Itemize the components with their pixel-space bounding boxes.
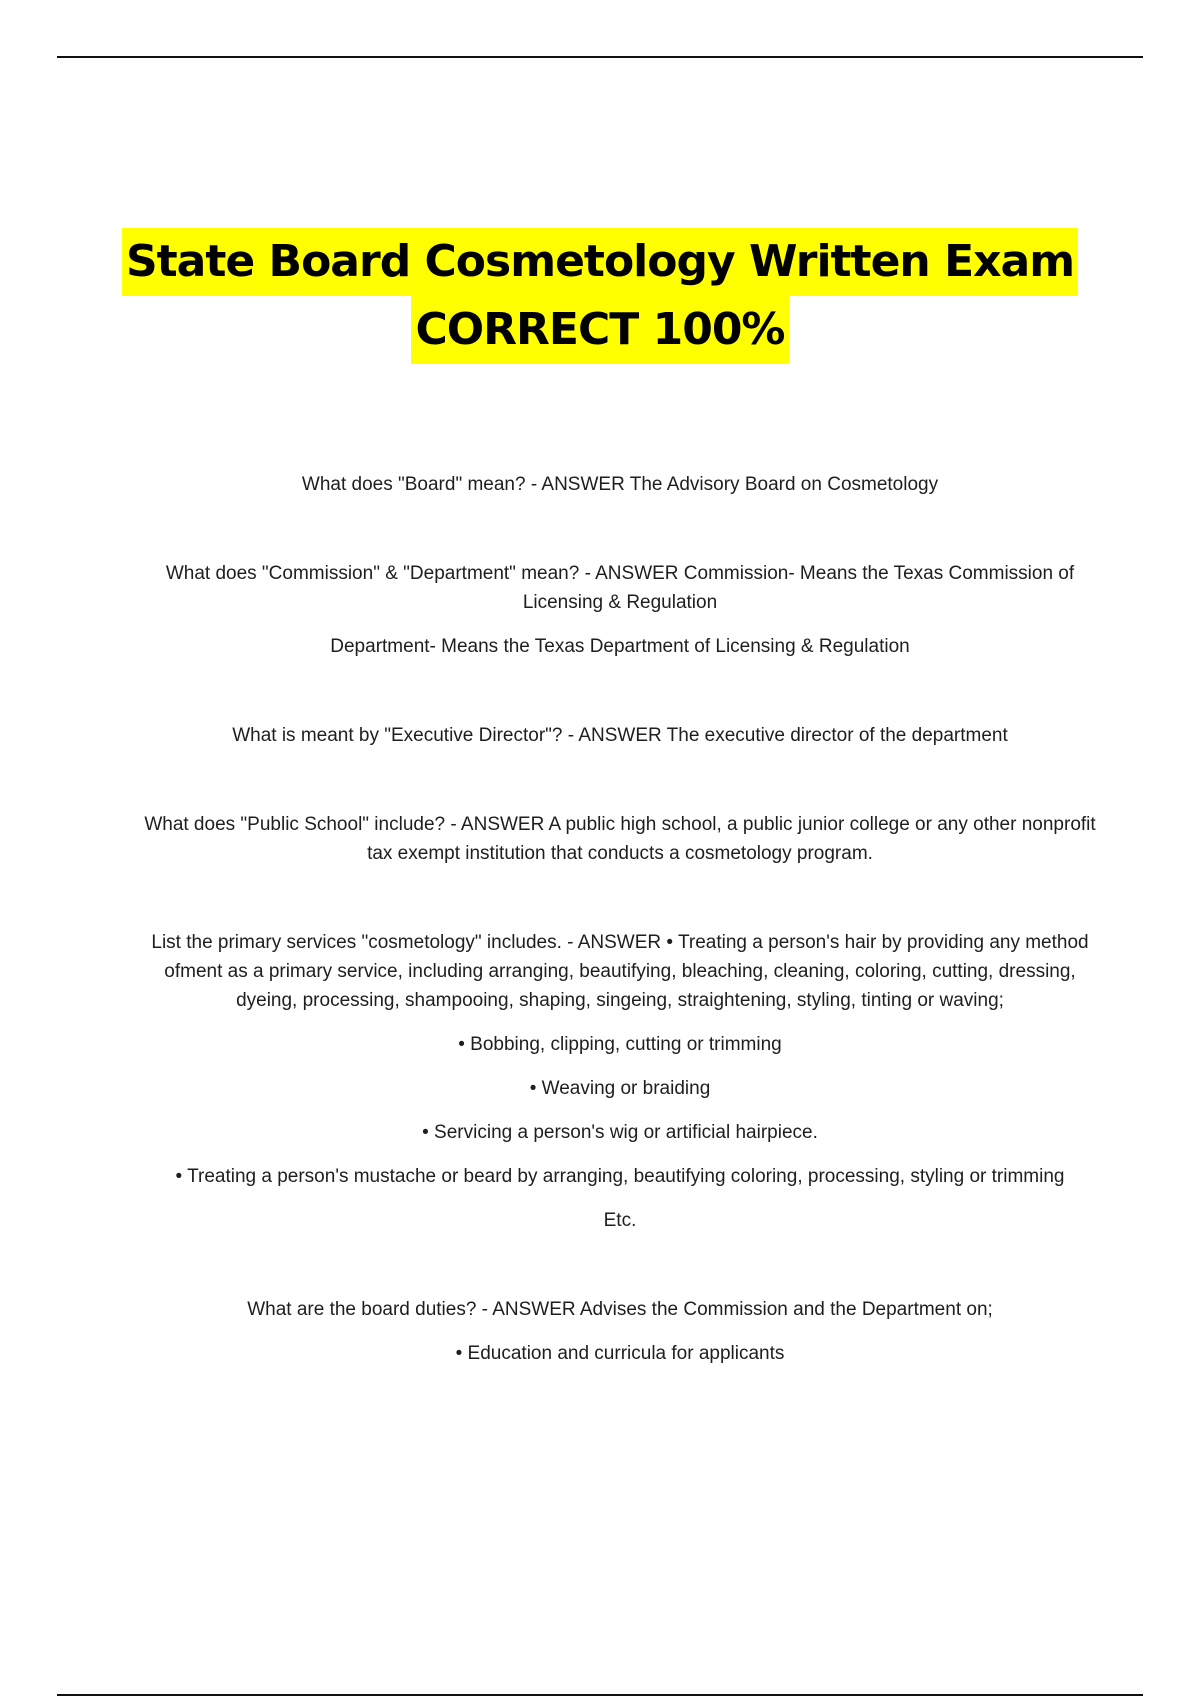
paragraph-public-school: What does "Public School" include? - ANSWER A public high school, a public junior college or any other nonprofit tax exempt institution that conducts a cosmetology program. xyxy=(144,814,1096,864)
list-item-weaving: • Weaving or braiding xyxy=(529,1078,711,1099)
paragraph-commission: What does "Commission" & "Department" mean? - ANSWER Commission- Means the Texas Commission of Licensing & Regulation xyxy=(165,563,1075,613)
list-item-mustache: • Treating a person's mustache or beard by arranging, beautifying coloring, processing, styling or trimming xyxy=(175,1166,1065,1187)
top-rule xyxy=(57,56,1143,58)
paragraph-cosmetology-services: List the primary services "cosmetology" includes. - ANSWER • Treating a person's hair by providing any method ofment as a primary service, including arranging, beautifying, bleaching, cleaning, coloring, cutting, dressing, dyeing, processing, shampooing, shaping, singeing, straightening, styling, tinting or waving; xyxy=(151,932,1089,1011)
document-title xyxy=(100,228,1100,364)
paragraph-executive-director: What is meant by "Executive Director"? - ANSWER The executive director of the department xyxy=(232,725,1008,746)
list-item-bobbing: • Bobbing, clipping, cutting or trimming xyxy=(458,1034,782,1055)
list-item-wig: • Servicing a person's wig or artificial hairpiece. xyxy=(422,1122,818,1143)
title-line-2: CORRECT 100% xyxy=(411,296,788,364)
paragraph-board-duties: What are the board duties? - ANSWER Advises the Commission and the Department on; xyxy=(247,1299,993,1320)
paragraph-board: What does "Board" mean? - ANSWER The Advisory Board on Cosmetology xyxy=(301,474,939,495)
list-item-education: • Education and curricula for applicants xyxy=(455,1343,785,1364)
document-body xyxy=(140,470,1100,1368)
bottom-rule xyxy=(57,1694,1143,1696)
list-item-etc: Etc. xyxy=(603,1210,637,1231)
paragraph-department: Department- Means the Texas Department of Licensing & Regulation xyxy=(330,636,910,657)
title-line-1: State Board Cosmetology Written Exam xyxy=(122,228,1078,296)
